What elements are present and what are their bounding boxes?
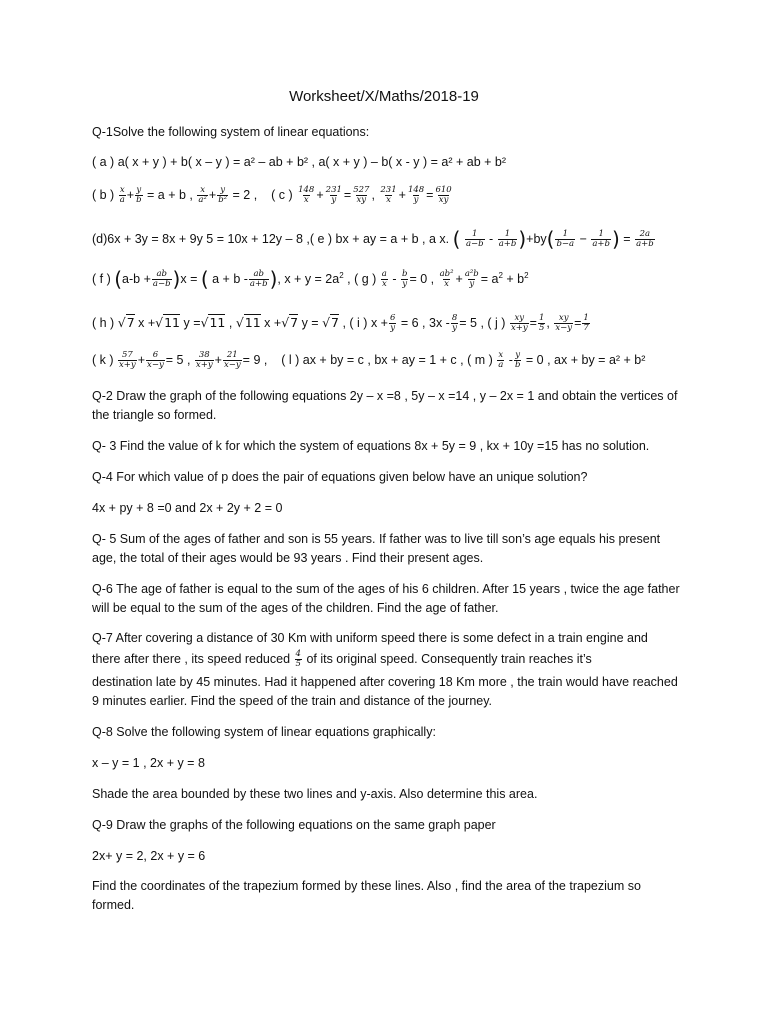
fraction: $\frac{y}{\text{b²}}$	[218, 185, 228, 206]
question-4: Q-4 For which value of p does the pair of equations given below have an unique solution?	[92, 470, 588, 484]
q1-part-b-c: ( b ) $\frac{x}{a}$ + $\frac{y}{b}$ = a + b , $\frac{x}{\text{a²}}$ + $\frac{y}{\text{b²}}$ = 2 , ( c ) $\frac{148}{x}$ + $\frac{231}{y}$ = $\frac{527}{xy}$ , $\frac{231}{x}$ + $\frac{148}{y}$ = $\frac{610}{xy}$	[92, 185, 452, 206]
question-9-equations: 2x+ y = 2, 2x + y = 6	[92, 849, 206, 863]
question-7-text-b: of its original speed. Consequently train reaches it’s	[306, 652, 592, 666]
fraction: $\frac{xy}{x-y}$	[555, 313, 573, 334]
question-8-shade: Shade the area bounded by these two lines and y-axis. Also determine this area.	[92, 787, 538, 801]
fraction: $\frac{x}{a}$	[119, 185, 125, 206]
fraction: $\frac{148}{y}$	[407, 185, 425, 206]
fraction: $\frac{2a}{a+b}$	[636, 229, 654, 250]
q1-part-d-e: (d)6x + 3y = 8x + 9y 5 = 10x + 12y – 8 ,( e ) bx + ay = a + b , a x. ( $\frac{1}{a-b}$ - $\frac{1}{a+b}$ )+by( $\frac{1}{b-a}$ − $\frac{1}{a+b}$ ) = $\frac{2a}{a+b}$	[92, 227, 654, 252]
fraction: $\frac{ab}{a+b}$	[249, 269, 268, 290]
part-b-label: ( b )	[92, 188, 115, 202]
page-title: Worksheet/X/Maths/2018-19	[289, 88, 479, 105]
q1-heading: Q-1Solve the following system of linear equations:	[92, 125, 370, 139]
fraction: $\frac{57}{x+y}$	[119, 350, 136, 371]
q1-part-h-i-j: ( h ) √7 x +√11 y =√11 , √11 x +√7 y = √7 , ( i ) x + $\frac{6}{y}$ = 6 , 3x - $\frac{8}{y}$ = 5 , ( j ) $\frac{xy}{x+y}$ = $\frac{1}{5}$ , $\frac{xy}{x-y}$ = $\frac{1}{7}$	[92, 313, 589, 334]
fraction: $\frac{231}{y}$	[325, 185, 342, 206]
fraction: $\frac{527}{xy}$	[353, 185, 370, 206]
question-9-find: Find the coordinates of the trapezium formed by these lines. Also , find the area of the trapezium so formed.	[92, 879, 641, 912]
question-8: Q-8 Solve the following system of linear equations graphically:	[92, 725, 436, 739]
fraction: $\frac{1}{b-a}$	[556, 229, 575, 250]
fraction: $\frac{8}{y}$	[451, 313, 458, 334]
fraction: $\frac{ab}{a-b}$	[152, 269, 171, 290]
fraction: $\frac{1}{5}$	[538, 313, 545, 334]
fraction: $\frac{y}{b}$	[136, 185, 142, 206]
part-l-m-text: ( l ) ax + by = c , bx + ay = 1 + c , ( m )	[281, 353, 493, 367]
fraction: $\frac{x}{a}$	[498, 350, 504, 371]
fraction: $\frac{148}{x}$	[298, 185, 315, 206]
question-7-line-2	[92, 650, 682, 669]
question-9: Q-9 Draw the graphs of the following equations on the same graph paper	[92, 818, 496, 832]
part-k-label: ( k )	[92, 353, 114, 367]
question-7-line-3: destination late by 45 minutes. Had it happened after covering 18 Km more , the train would have reached 9 minutes earlier. Find the speed of the train and distance of the journey.	[92, 675, 678, 708]
fraction: $\frac{xy}{x+y}$	[510, 313, 528, 334]
question-6: Q-6 The age of father is equal to the sum of the ages of his 6 children. After 15 years , twice the age father will be equal to the sum of the ages of the children. Find the age of father.	[92, 582, 680, 615]
fraction: $\frac{4}{5}$	[295, 649, 301, 670]
fraction: $\frac{\text{ab²}}{x}$	[439, 269, 454, 290]
fraction: $\frac{38}{x+y}$	[195, 350, 213, 371]
fraction: $\frac{y}{b}$	[514, 350, 521, 371]
q1-part-a: ( a ) a( x + y ) + b( x – y ) = a² – ab + b² , a( x + y ) – b( x - y ) = a² + ab + b²	[92, 155, 507, 169]
fraction: $\frac{6}{x-y}$	[147, 350, 164, 371]
question-4-equations: 4x + py + 8 =0 and 2x + 2y + 2 = 0	[92, 501, 283, 515]
question-5: Q- 5 Sum of the ages of father and son is 55 years. If father was to live till son’s age equals his present age, the total of their ages would be 93 years . Find their present ages.	[92, 532, 661, 565]
fraction: $\frac{1}{7}$	[583, 313, 589, 334]
question-2: Q-2 Draw the graph of the following equations 2y – x =8 , 5y – x =14 , y – 2x = 1 and obtain the vertices of the triangle so formed.	[92, 389, 678, 422]
part-m-tail: = 0 , ax + by = a² + b²	[525, 353, 646, 367]
question-8-equations: x – y = 1 , 2x + y = 8	[92, 756, 205, 770]
q1-part-k-l-m: ( k ) $\frac{57}{x+y}$ + $\frac{6}{x-y}$ = 5 , $\frac{38}{x+y}$ + $\frac{21}{x-y}$ = 9 , ( l ) ax + by = c , bx + ay = 1 + c , ( m ) $\frac{x}{a}$ - $\frac{y}{b}$ = 0 , ax + by = a² + b²	[92, 350, 646, 371]
fraction: $\frac{21}{x-y}$	[223, 350, 241, 371]
fraction: $\frac{\text{a²b}}{y}$	[464, 269, 479, 290]
question-7-line-1: Q-7 After covering a distance of 30 Km with uniform speed there is some defect in a train engine and	[92, 631, 648, 645]
fraction: $\frac{231}{x}$	[380, 185, 397, 206]
part-d-e-text: (d)6x + 3y = 8x + 9y 5 = 10x + 12y – 8 ,( e ) bx + ay = a + b , a x.	[92, 232, 450, 246]
fraction: $\frac{6}{y}$	[389, 313, 396, 334]
q1-part-f-g: ( f ) (a-b + $\frac{ab}{a-b}$ )x = ( a + b - $\frac{ab}{a+b}$ ), $x + y = 2a^2$ , ( g ) $\frac{a}{x}$ - $\frac{b}{y}$ = 0 , $\frac{\text{ab²}}{x}$ + $\frac{\text{a²b}}{y}$ = $a^2 + b^2$	[92, 267, 529, 292]
fraction: $\frac{x}{\text{a²}}$	[198, 185, 207, 206]
part-h-label: ( h )	[92, 316, 115, 330]
fraction: $\frac{1}{a+b}$	[592, 229, 610, 250]
fraction: $\frac{1}{a-b}$	[465, 229, 484, 250]
fraction: $\frac{1}{a+b}$	[498, 229, 517, 250]
fraction: $\frac{610}{xy}$	[435, 185, 452, 206]
question-7-text-a: there after there , its speed reduced	[92, 652, 291, 666]
part-f-label: ( f )	[92, 272, 111, 286]
fraction: $\frac{a}{x}$	[381, 269, 387, 290]
fraction: $\frac{b}{y}$	[401, 269, 408, 290]
part-c-label: ( c )	[271, 188, 293, 202]
question-3: Q- 3 Find the value of k for which the system of equations 8x + 5y = 9 , kx + 10y =15 has no solution.	[92, 439, 650, 453]
